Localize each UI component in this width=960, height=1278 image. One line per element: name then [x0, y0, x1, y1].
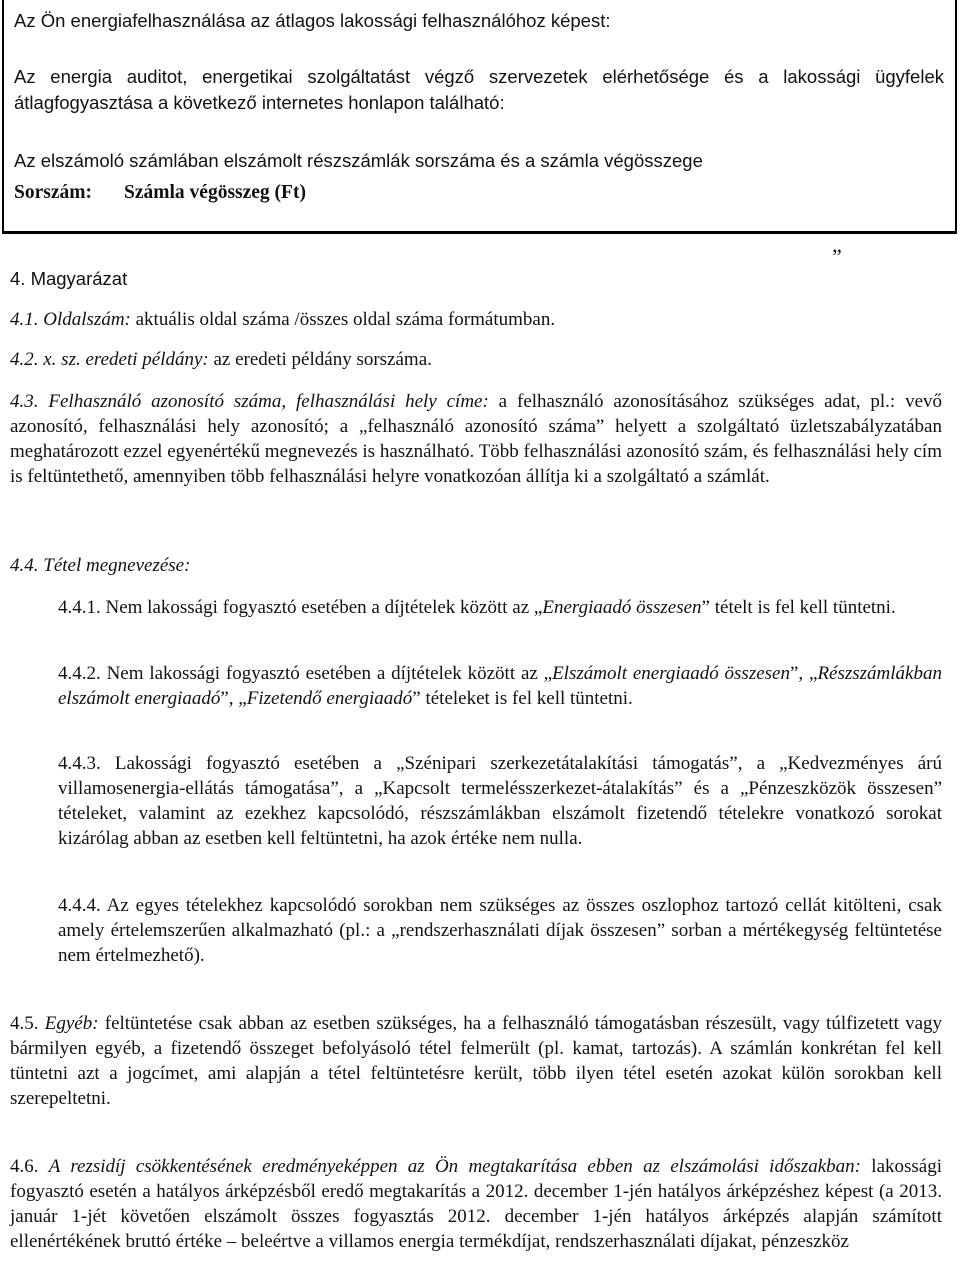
sorszam-label: Sorszám:	[14, 182, 92, 203]
p442-a: Nem lakossági fogyasztó esetében a díjtételek között az „	[100, 663, 553, 684]
p41-term: Oldalszám:	[43, 309, 131, 330]
p42-text: az eredeti példány sorszáma.	[208, 349, 432, 370]
box-line-energy-comparison: Az Ön energiafelhasználása az átlagos lakossági felhasználóhoz képest:	[14, 10, 611, 31]
p42-num: 4.2.	[10, 349, 39, 370]
p43-num: 4.3.	[10, 391, 39, 412]
paragraph-4-4-4	[58, 893, 942, 968]
paragraph-4-4-3	[58, 751, 942, 851]
paragraph-4-4-1	[58, 595, 942, 620]
p41-num: 4.1.	[10, 309, 39, 330]
p442-d: ” tételeket is fel kell tüntetni.	[412, 688, 633, 709]
paragraph-4-4-2	[58, 661, 942, 711]
box-line-energy-audit: Az energia auditot, energetikai szolgáltatást végző szervezetek elérhetősége és a lakossági ügyfelek átlagfogyasztása a következő internetes honlapon található:	[14, 66, 944, 113]
p441-b: ” tételt is fel kell tüntetni.	[701, 597, 896, 618]
p442-b: ”, „	[789, 663, 818, 684]
p46-text: lakossági fogyasztó esetén a hatályos árképzésből eredő megtakarítás a 2012. december 1-jén hatályos árképzéshez képest (a 2013. január 1-jét követően elszámolt összes fogyasztás 2012. december 1-jén hatályos árképzés alapján számított ellenértékének bruttó értéke – beleértve a villamos energia termékdíjat, rendszerhasználati díjakat, pénzeszköz	[10, 1156, 942, 1252]
p42-term: x. sz. eredeti példány:	[43, 349, 209, 370]
p442-c: ”, „	[220, 688, 247, 709]
box-line-partial-invoices: Az elszámoló számlában elszámolt részszámlák sorszáma és a számla végösszege	[14, 150, 703, 171]
paragraph-4-4	[10, 555, 190, 577]
p441-a: Nem lakossági fogyasztó esetében a díjtételek között az „	[100, 597, 543, 618]
paragraph-4-3	[10, 389, 942, 489]
closing-quote: ”	[832, 244, 842, 269]
p443-num: 4.4.3.	[58, 753, 101, 774]
paragraph-4-1	[10, 309, 555, 331]
p442-term-3: Fizetendő energiaadó	[246, 688, 413, 709]
p45-num: 4.5.	[10, 1013, 39, 1034]
p43-text: a felhasználó azonosításához szükséges adat, pl.: vevő azonosító, felhasználási hely azonosító; a „felhasználó azonosító száma” helyett a szolgáltató üzletszabályzatában meghatározott ezzel egyenértékű megnevezés is használható. Több felhasználási azonosító szám, és felhasználási hely cím is feltüntethető, amennyiben több felhasználási helyre vonatkozóan állítja ki a szolgáltató a számlát.	[10, 391, 943, 487]
p443-text: Lakossági fogyasztó esetében a „Szénipari szerkezetátalakítási támogatás”, a „Kedvezményes árú villamosenergia-ellátás támogatása”, a „Kapcsolt termelésszerkezet-átalakítás” és a „Pénzeszközök összesen” tételeket, valamint az ezekhez kapcsolódó, részszámlákban elszámolt fizetendő tételekre vonatkozó sorokat kizárólag abban az esetben kell feltüntetni, ha azok értéke nem nulla.	[58, 753, 942, 849]
p444-num: 4.4.4.	[58, 895, 101, 916]
p442-num: 4.4.2.	[58, 663, 101, 684]
p441-term: Energiaadó összesen	[542, 597, 702, 618]
p43-term: Felhasználó azonosító száma, felhasználási hely címe:	[48, 391, 489, 412]
p46-num: 4.6.	[10, 1156, 39, 1177]
vegosszeg-label: Számla végösszeg (Ft)	[124, 182, 306, 203]
p44-num: 4.4.	[10, 555, 39, 576]
p442-term-2: Részszámlákban elszámolt energiaadó	[58, 663, 942, 709]
p45-text: feltüntetése csak abban az esetben szükséges, ha a felhasználó támogatásban részesült, vagy túlfizetett vagy bármilyen egyéb, a fizetendő összeget befolyásoló tétel felmerült (pl. kamat, tartozás). A számlán konkrétan fel kell tüntetni azt a jogcímet, ami alapján a tétel feltüntetésre került, több ilyen tétel esetén azokat külön sorokban kell szerepeltetni.	[10, 1013, 942, 1109]
p444-text: Az egyes tételekhez kapcsolódó sorokban nem szükséges az összes oszlophoz tartozó cellát kitölteni, csak amely értelemszerűen alkalmazható (pl.: a „rendszerhasználati díjak összesen” sorban a mértékegység feltüntetése nem értelmezhető).	[58, 895, 942, 966]
paragraph-4-2	[10, 349, 432, 371]
paragraph-4-5	[10, 1011, 942, 1111]
p45-term: Egyéb:	[44, 1013, 99, 1034]
p46-term: A rezsidíj csökkentésének eredményeképpen az Ön megtakarítása ebben az elszámolási időszakban:	[48, 1156, 862, 1177]
p442-term-1: Elszámolt energiaadó összesen	[552, 663, 790, 684]
paragraph-4-6	[10, 1154, 942, 1254]
section-title: 4. Magyarázat	[10, 268, 128, 289]
p441-num: 4.4.1.	[58, 597, 101, 618]
p44-term: Tétel megnevezése:	[43, 555, 191, 576]
energy-comparison-box	[2, 0, 957, 234]
p41-text: aktuális oldal száma /összes oldal száma formátumban.	[130, 309, 556, 330]
